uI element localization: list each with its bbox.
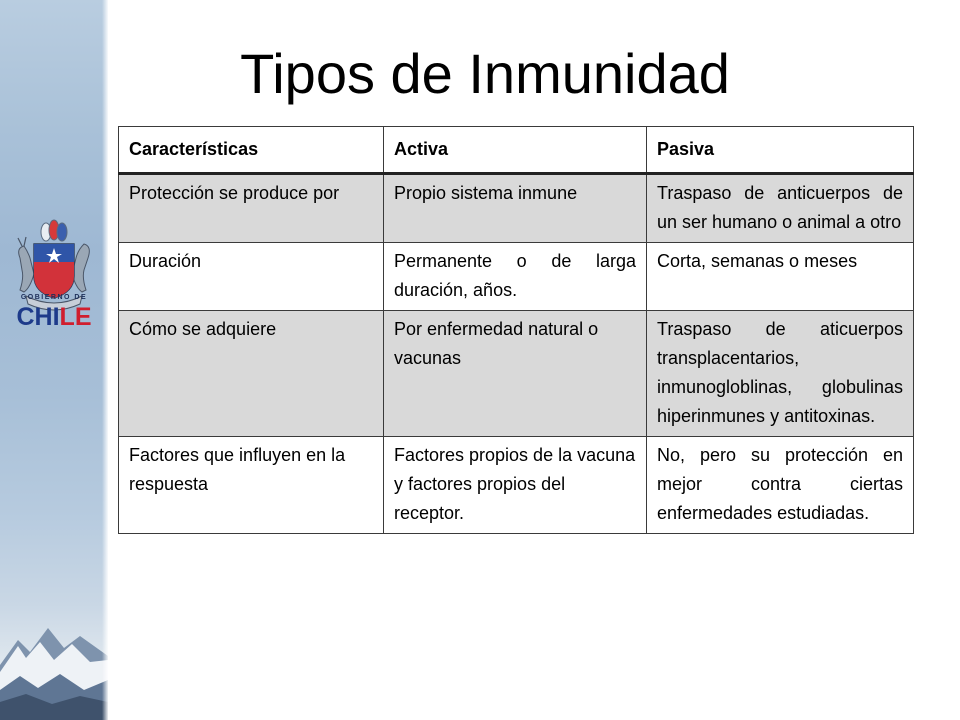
- logo-text-gobierno: GOBIERNO DE: [20, 294, 88, 301]
- table-row: [119, 311, 914, 437]
- mountains-image: [0, 610, 108, 720]
- table-row: [119, 437, 914, 534]
- table-cell: Traspaso de anticuerpos de un ser humano o animal a otro: [647, 174, 914, 243]
- comparison-table: [118, 126, 914, 534]
- immunity-table: [118, 126, 913, 534]
- table-cell: Traspaso de aticuerpos transplacentarios, inmunogloblinas, globulinas hiperinmunes y antitoxinas.: [647, 311, 914, 437]
- table-row: [119, 174, 914, 243]
- logo-text-chile-blue: CHI: [16, 303, 60, 331]
- page-title: Tipos de Inmunidad: [240, 42, 730, 105]
- table-cell: Propio sistema inmune: [384, 174, 647, 243]
- header-pasiva: Pasiva: [647, 127, 914, 174]
- table-header-row: [119, 127, 914, 174]
- logo-text-chile: [0, 303, 108, 331]
- header-caracteristicas: Características: [119, 127, 384, 174]
- table-cell: Protección se produce por: [119, 174, 384, 243]
- table-cell: Cómo se adquiere: [119, 311, 384, 437]
- table-row: [119, 243, 914, 311]
- table-cell: No, pero su protección en mejor contra ciertas enfermedades estudiadas.: [647, 437, 914, 534]
- side-band: [0, 0, 108, 720]
- table-cell: Duración: [119, 243, 384, 311]
- table-cell: Factores que influyen en la respuesta: [119, 437, 384, 534]
- header-activa: Activa: [384, 127, 647, 174]
- table-cell: Permanente o de larga duración, años.: [384, 243, 647, 311]
- table-cell: Por enfermedad natural o vacunas: [384, 311, 647, 437]
- table-cell: Corta, semanas o meses: [647, 243, 914, 311]
- logo-text-chile-red: LE: [59, 303, 92, 331]
- table-cell: Factores propios de la vacuna y factores propios del receptor.: [384, 437, 647, 534]
